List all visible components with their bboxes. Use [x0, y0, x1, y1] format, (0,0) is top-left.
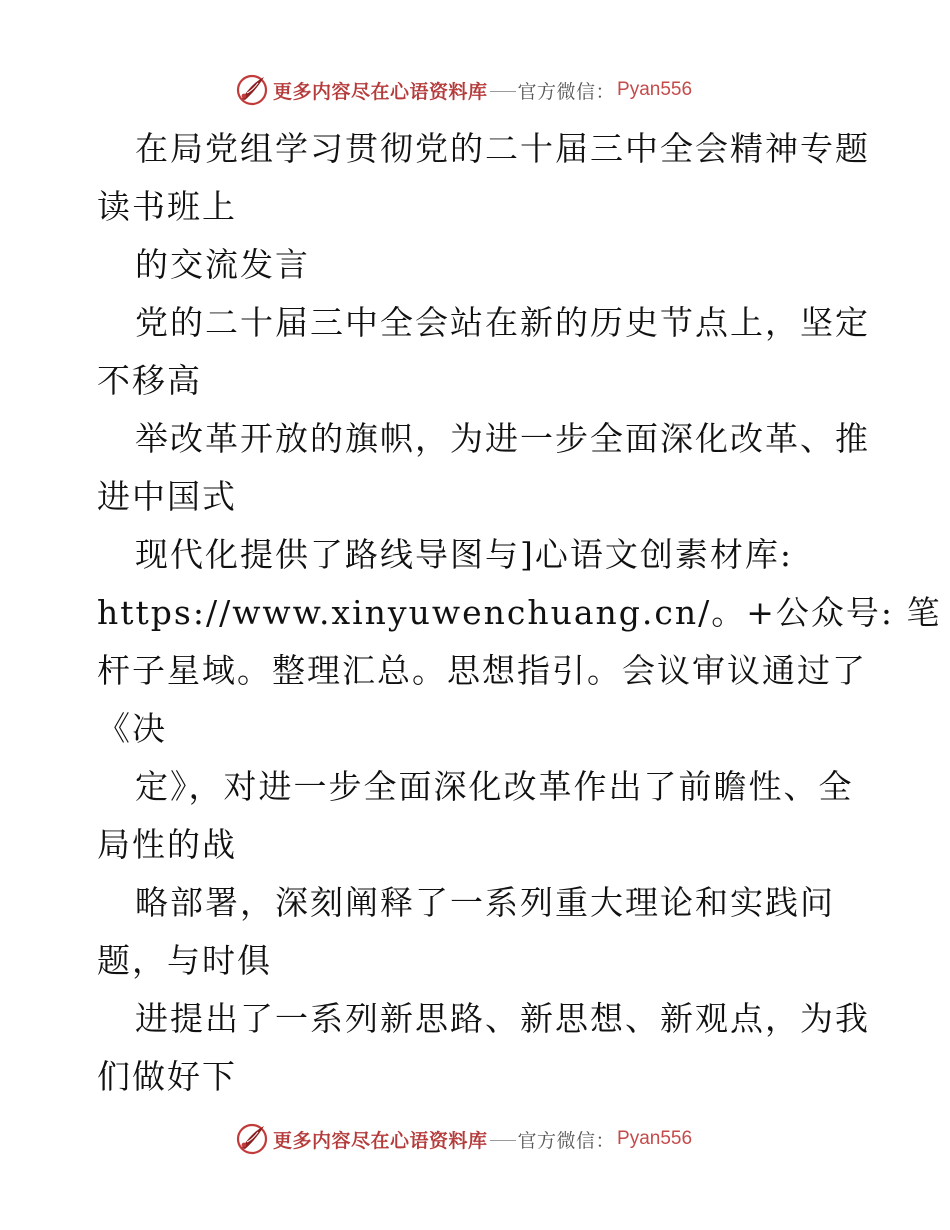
- text-line: https://www.xinyuwenchuang.cn/。+公众号: 笔: [97, 593, 942, 632]
- banner-sub-text: 官方微信：: [517, 1129, 616, 1152]
- banner-handle-text: Pyan556: [617, 1128, 693, 1149]
- text-line: 们做好下: [97, 1057, 237, 1096]
- text-line: 举改革开放的旗帜，为进一步全面深化改革、推: [135, 419, 870, 458]
- banner-main-text: 更多内容尽在心语资料库: [273, 1129, 488, 1152]
- text-line: 在局党组学习贯彻党的二十届三中全会精神专题: [135, 129, 870, 168]
- banner-dash: [490, 91, 516, 92]
- banner-main-text: 更多内容尽在心语资料库: [273, 80, 488, 103]
- text-line: 不移高: [97, 361, 202, 400]
- text-line: 题，与时俱: [97, 941, 272, 980]
- brand-logo-icon: [235, 73, 269, 107]
- text-line: 定》，对进一步全面深化改革作出了前瞻性、全: [135, 767, 854, 806]
- text-line: 进中国式: [97, 477, 237, 516]
- text-line: 现代化提供了路线导图与]心语文创素材库:: [135, 535, 793, 574]
- text-line: 读书班上: [97, 187, 237, 226]
- brand-logo-icon: [235, 1122, 269, 1156]
- footer-banner: [235, 1121, 692, 1157]
- document-body: [97, 120, 942, 1106]
- text-line: 党的二十届三中全会站在新的历史节点上，坚定: [135, 303, 870, 342]
- text-line: 杆子星域。整理汇总。思想指引。会议审议通过了: [97, 651, 867, 690]
- text-line: 进提出了一系列新思路、新思想、新观点，为我: [135, 999, 870, 1038]
- banner-sub-text: 官方微信：: [517, 80, 616, 103]
- text-line: 局性的战: [97, 825, 237, 864]
- text-line: 《决: [97, 709, 167, 748]
- banner-handle-text: Pyan556: [617, 79, 693, 100]
- text-line: 略部署，深刻阐释了一系列重大理论和实践问: [135, 883, 835, 922]
- text-line: 的交流发言: [135, 245, 310, 284]
- header-banner: [235, 72, 692, 108]
- banner-dash: [490, 1140, 516, 1141]
